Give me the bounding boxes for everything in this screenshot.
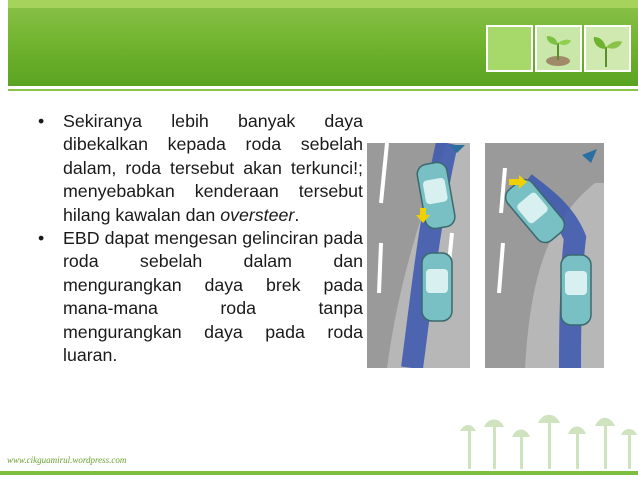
header-banner (0, 0, 638, 92)
illustration-cars-oversteer (485, 143, 604, 368)
footer-url: www.cikguamirul.wordpress.com (7, 455, 127, 465)
header-square-sprout (584, 25, 631, 72)
footer (0, 447, 638, 479)
header-square-plant (535, 25, 582, 72)
leaf-sprout-icon (586, 27, 629, 70)
header-stripe (8, 0, 638, 8)
bullet-marker: • (38, 228, 45, 249)
header-square-1 (486, 25, 533, 72)
car-icon (561, 255, 591, 325)
bullet-text: EBD dapat mengesan gelinciran pada roda sebelah dalam dan mengurangkan daya brek pada mana-mana roda tanpa mengurangkan daya pada roda luaran. (63, 228, 363, 366)
illustration-cars-braking (367, 143, 470, 368)
bullet-item-ebd (38, 227, 363, 367)
footer-line (0, 471, 638, 475)
bullet-text: Sekiranya lebih banyak daya dibekalkan kepada roda sebelah dalam, roda tersebut akan terkunci!; menyebabkan kenderaan tersebut hilang kawalan dan (63, 111, 363, 225)
bullet-emphasis: oversteer (220, 204, 295, 225)
header-divider-green (8, 89, 638, 91)
bullet-tail: . (294, 204, 300, 225)
bullet-item-oversteer (38, 110, 363, 227)
plant-icon (537, 27, 580, 70)
bullet-list (38, 110, 363, 367)
car-icon (422, 253, 452, 321)
bullet-marker: • (38, 111, 45, 131)
